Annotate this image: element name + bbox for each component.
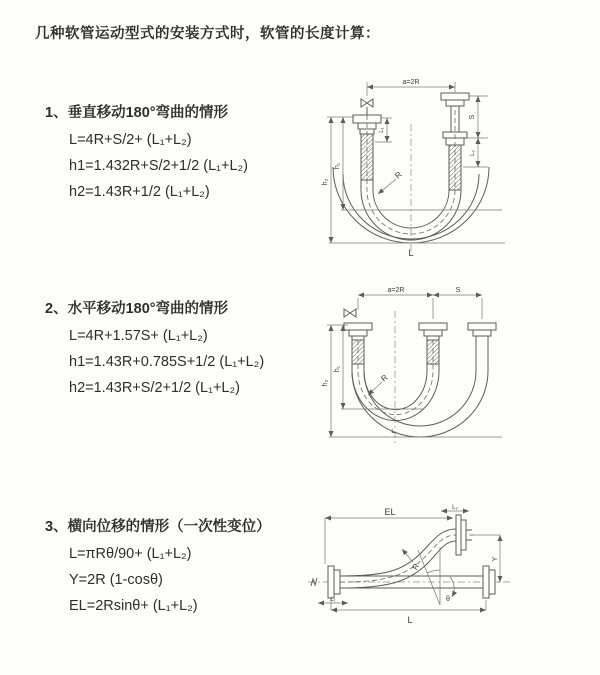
dim-l1 bbox=[318, 597, 348, 603]
radius-label: R bbox=[410, 561, 422, 572]
dim-s bbox=[467, 96, 488, 138]
dim-l2 bbox=[463, 138, 488, 167]
diagram-lateral-displacement bbox=[300, 502, 600, 647]
dim-label-l2: L₂ bbox=[452, 505, 458, 511]
diagram-1-svg bbox=[312, 72, 597, 260]
formula-Y: Y=2R (1-cosθ) bbox=[69, 572, 163, 588]
dim-label-l: L bbox=[407, 615, 413, 625]
formula-L: L=4R+S/2+ (L₁+L₂) bbox=[69, 132, 192, 148]
valve-icon bbox=[361, 99, 373, 115]
dim-label-a2r: a=2R bbox=[402, 79, 420, 86]
theta-label: θ bbox=[446, 596, 450, 603]
dim-l2 bbox=[441, 505, 469, 511]
formula-EL: EL=2Rsinθ+ (L₁+L₂) bbox=[69, 598, 198, 614]
section-1-heading: 1、垂直移动180°弯曲的情形 bbox=[45, 105, 229, 121]
radius-label: R bbox=[379, 372, 390, 384]
dim-label-l1: L₁ bbox=[379, 127, 385, 133]
dim-label-y: Y bbox=[492, 556, 499, 562]
formula-h2: h2=1.43R+1/2 (L₁+L₂) bbox=[69, 184, 210, 200]
hose-s-curve bbox=[340, 529, 474, 588]
diagram-2-svg bbox=[312, 283, 597, 455]
dim-label-h2: h₂ bbox=[322, 178, 329, 186]
centerline-break-mark bbox=[311, 578, 317, 586]
formula-h1: h1=1.432R+S/2+1/2 (L₁+L₂) bbox=[69, 158, 249, 174]
right-flange-assembly bbox=[468, 323, 496, 361]
dim-label-l2: L₂ bbox=[470, 150, 476, 156]
dim-s bbox=[358, 287, 482, 319]
dim-label-h1: h₁ bbox=[334, 365, 341, 373]
dim-el bbox=[325, 507, 453, 564]
length-label: L bbox=[391, 429, 395, 435]
page-title: 几种软管运动型式的安装方式时，软管的长度计算： bbox=[35, 26, 380, 42]
left-flange-assembly bbox=[328, 566, 340, 598]
dim-label-h1: h₁ bbox=[334, 162, 341, 170]
diagram-3-svg bbox=[300, 502, 600, 647]
dim-label-l1: L₁ bbox=[330, 597, 336, 603]
dim-label-s: S bbox=[455, 287, 461, 294]
section-2 bbox=[45, 300, 320, 405]
length-label: L bbox=[408, 248, 414, 258]
section-1 bbox=[45, 104, 320, 209]
dim-a-2r bbox=[358, 287, 433, 295]
formula-h1: h1=1.43R+0.785S+1/2 (L₁+L₂) bbox=[69, 354, 265, 370]
radius-leader bbox=[378, 170, 404, 194]
dim-label-a2r: a=2R bbox=[387, 287, 405, 294]
dim-label-h2: h₂ bbox=[322, 379, 329, 387]
right-lower-flange-assembly bbox=[483, 566, 495, 598]
diagram-vertical-180-bend bbox=[312, 72, 597, 260]
dim-label-el: EL bbox=[384, 507, 396, 517]
valve-icon bbox=[344, 309, 356, 317]
dim-label-s: S bbox=[469, 114, 476, 120]
formula-L: L=πRθ/90+ (L₁+L₂) bbox=[69, 546, 192, 562]
dim-h2 bbox=[322, 325, 331, 437]
radius-leader bbox=[402, 549, 421, 572]
dim-h2 bbox=[322, 117, 331, 243]
section-3-heading: 3、横向位移的情形（一次性变位） bbox=[45, 519, 271, 535]
diagram-horizontal-180-bend bbox=[312, 283, 597, 455]
radius-label: R bbox=[393, 169, 404, 181]
hose-u-bend-displaced bbox=[352, 361, 488, 437]
formula-h2: h2=1.43R+S/2+1/2 (L₁+L₂) bbox=[69, 380, 240, 396]
radius-leader bbox=[368, 373, 390, 395]
dim-l bbox=[331, 598, 486, 625]
section-3 bbox=[45, 518, 320, 623]
section-2-heading: 2、水平移动180°弯曲的情形 bbox=[45, 301, 229, 317]
formula-L: L=4R+1.57S+ (L₁+L₂) bbox=[69, 328, 208, 344]
